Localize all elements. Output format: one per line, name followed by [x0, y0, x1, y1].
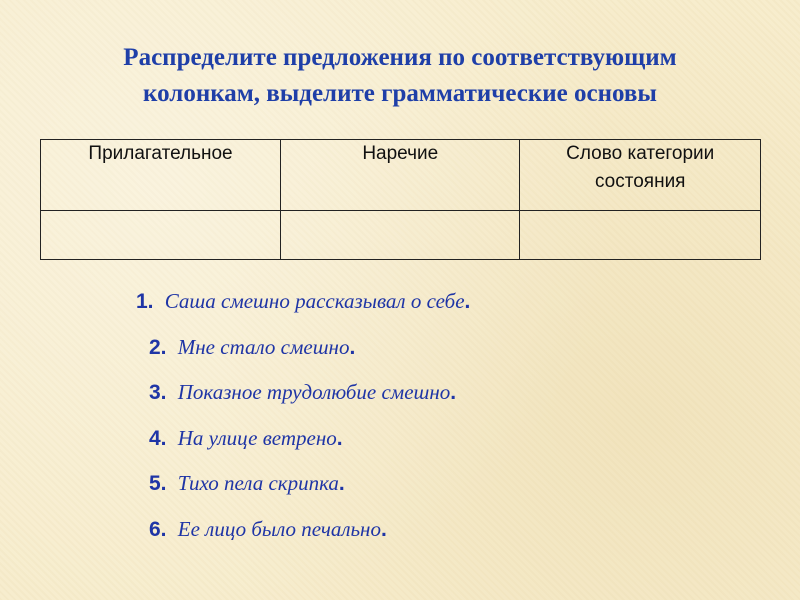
- column-header-label: Слово категории: [566, 143, 715, 164]
- sentence-number: 3.: [149, 381, 167, 404]
- sentence-number: 4.: [149, 426, 167, 450]
- column-header-state-category: [520, 140, 761, 211]
- sentence-number: 6.: [149, 517, 167, 541]
- column-header-label: Прилагательное: [88, 143, 233, 164]
- list-item: [136, 329, 470, 375]
- title-line-1: Распределите предложения по соответствующим: [123, 44, 677, 71]
- answer-cell-adjective[interactable]: [41, 211, 281, 260]
- sentence-text: Тихо пела скрипка: [177, 471, 339, 495]
- list-item: [136, 465, 470, 511]
- answer-cell-state-category[interactable]: [520, 211, 761, 260]
- answer-cell-adverb[interactable]: [281, 211, 520, 260]
- column-header-adjective: [41, 140, 281, 211]
- table-header-row: [41, 140, 761, 211]
- sentence-text: Мне стало смешно: [177, 334, 350, 359]
- sentence-end: .: [450, 381, 457, 404]
- sentence-text: Показное трудолюбие смешно: [177, 380, 451, 404]
- sentence-end: .: [380, 517, 387, 541]
- table-row: [41, 211, 761, 260]
- list-item: [136, 420, 470, 466]
- sentence-end: .: [464, 290, 471, 313]
- classification-table: [40, 139, 761, 260]
- sentence-end: .: [336, 426, 343, 450]
- page-title: [20, 40, 780, 112]
- sentence-text: Ее лицо было печально: [177, 516, 381, 541]
- sentence-list: [136, 283, 470, 556]
- list-item: [136, 374, 470, 420]
- sentence-end: .: [349, 335, 356, 359]
- column-header-label-cont: состояния: [594, 171, 686, 192]
- column-header-adverb: [281, 140, 520, 211]
- list-item: [136, 283, 470, 329]
- sentence-number: 5.: [149, 472, 167, 495]
- sentence-text: Саша смешно рассказывал о себе: [164, 289, 465, 313]
- sentence-end: .: [338, 472, 345, 495]
- sentence-number: 2.: [149, 335, 167, 359]
- sentence-number: 1.: [136, 290, 154, 313]
- sentence-text: На улице ветрено: [177, 425, 337, 450]
- column-header-label: Наречие: [362, 143, 439, 164]
- list-item: [136, 511, 470, 557]
- title-line-2: колонкам, выделите грамматические основы: [143, 80, 657, 107]
